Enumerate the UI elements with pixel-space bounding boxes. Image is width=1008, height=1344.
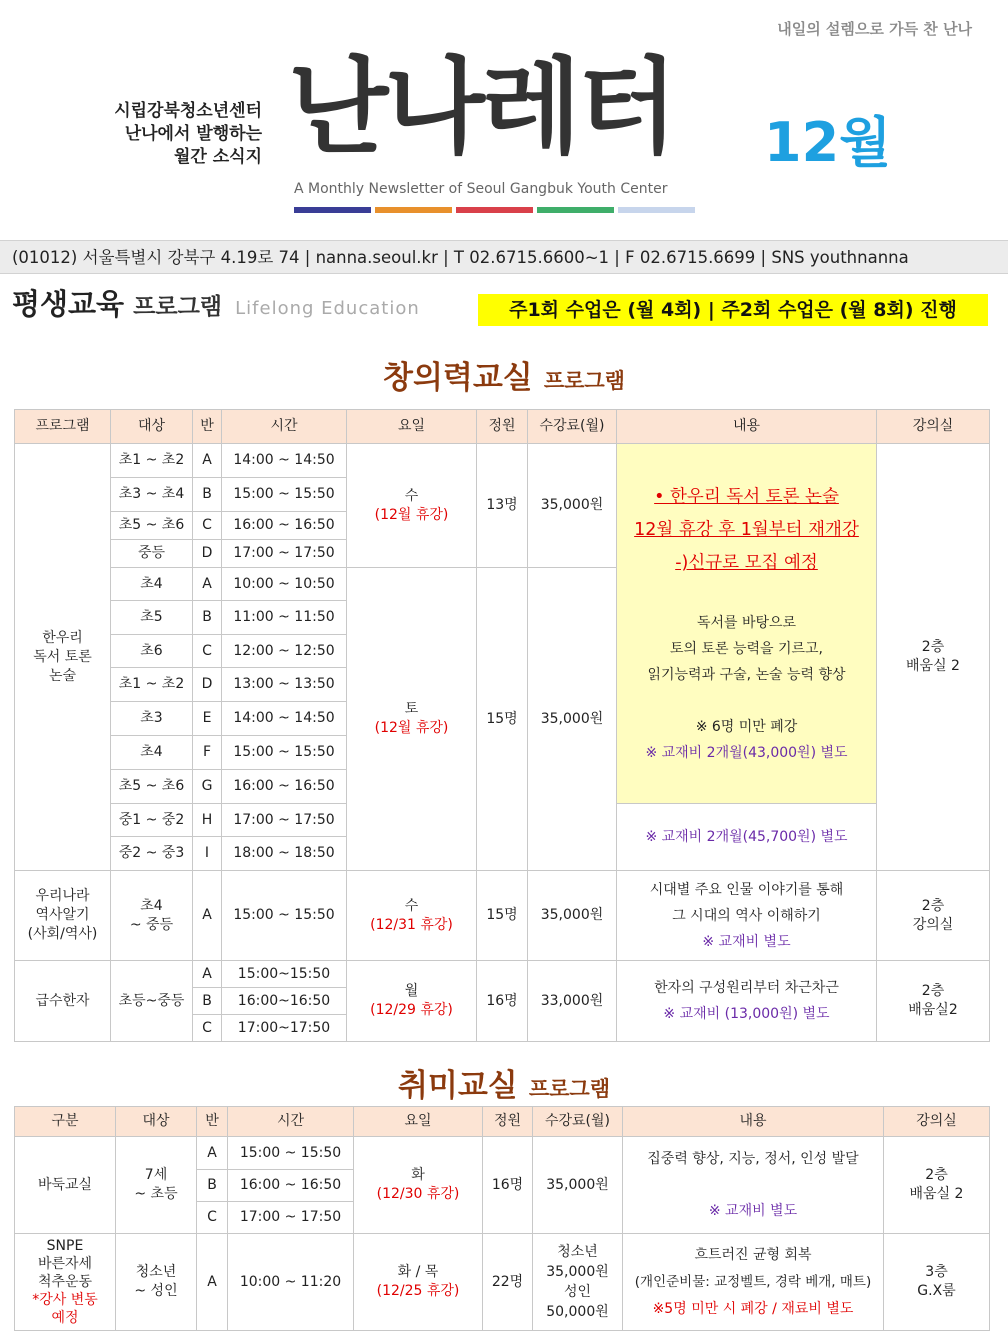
table-row [15,444,990,478]
category-title: 창의력교실 [383,360,533,396]
holiday-note: (12월 휴강) [374,720,449,736]
class-cell: B [193,478,222,512]
header-cell: 내용 [623,1107,884,1137]
header-cell: 수강료(월) [528,410,617,444]
description-line: 한자의 구성원리부터 차근차근 [654,980,839,996]
capacity-cell: 15명 [477,871,528,961]
header-cell: 요일 [347,410,477,444]
closure-note: ※5명 미만 시 폐강 / 재료비 별도 [652,1300,854,1317]
target-cell: 중2 ~ 중3 [111,837,193,871]
target-cell: 초4 [111,568,193,601]
color-bars [294,207,695,213]
class-cell: B [193,601,222,635]
target-cell: 7세 ~ 초등 [116,1137,197,1234]
fee-cell: 33,000원 [528,961,617,1042]
target-cell: 초4 ~ 중등 [111,871,193,961]
section-title-suffix: 프로그램 [133,294,223,320]
content-cell [617,444,877,804]
class-cell: D [193,540,222,568]
time-cell: 16:00 ~ 16:50 [228,1170,354,1202]
header-cell: 강의실 [877,410,990,444]
class-cell: C [193,635,222,668]
color-bar [294,207,371,213]
fee-cell [533,1234,623,1331]
time-cell: 14:00 ~ 14:50 [222,702,347,736]
class-cell: H [193,804,222,837]
target-cell: 초5 [111,601,193,635]
time-cell: 18:00 ~ 18:50 [222,837,347,871]
day-cell [347,568,477,871]
time-cell: 17:00 ~ 17:50 [228,1202,354,1234]
day-label: 토 [404,701,419,717]
day-cell [354,1234,483,1331]
day-cell [347,871,477,961]
capacity-cell: 22명 [483,1234,533,1331]
description-line: 토의 토론 능력을 기르고, [669,641,824,657]
target-cell: 초3 ~ 초4 [111,478,193,512]
section-title: 평생교육 [12,287,125,321]
target-cell: 초6 [111,635,193,668]
class-cell: C [193,512,222,540]
creative-class-table [14,409,990,1042]
book-fee-note: ※ 교재비 2개월(45,700원) 별도 [617,804,877,871]
book-fee-note: ※ 교재비 (13,000원) 별도 [663,1006,830,1022]
target-cell: 중1 ~ 중2 [111,804,193,837]
newsletter-title: 난나레터 [288,46,674,168]
target-cell: 초4 [111,736,193,770]
header-cell: 프로그램 [15,410,111,444]
header-cell: 대상 [116,1107,197,1137]
time-cell: 14:00 ~ 14:50 [222,444,347,478]
time-cell: 13:00 ~ 13:50 [222,668,347,702]
header-cell: 구분 [15,1107,116,1137]
time-cell: 17:00~17:50 [222,1015,347,1042]
intro-line: 월간 소식지 [173,147,262,167]
color-bar [375,207,452,213]
header-cell: 정원 [477,410,528,444]
fee-cell: 35,000원 [528,568,617,871]
class-cell: D [193,668,222,702]
table-header-row [15,1107,990,1137]
program-name: 한우리 독서 토론 논술 [15,444,111,871]
section-title-en: Lifelong Education [235,298,420,319]
room-cell: 3층 G.X룸 [884,1234,990,1331]
time-cell: 17:00 ~ 17:50 [222,540,347,568]
category-title-suffix: 프로그램 [528,1077,611,1101]
header-cell: 정원 [483,1107,533,1137]
program-name: 급수한자 [15,961,111,1042]
target-cell: 초등~중등 [111,961,193,1042]
issue-month: 12월 [764,111,892,174]
description-line: 흐트러진 균형 회복 [694,1246,812,1263]
header-cell: 요일 [354,1107,483,1137]
color-bar [456,207,533,213]
min-enroll-note: ※ 6명 미만 폐강 [695,719,798,735]
class-cell: E [193,702,222,736]
class-frequency-notice: 주1회 수업은 (월 4회) | 주2회 수업은 (월 8회) 진행 [478,294,988,326]
target-cell: 초5 ~ 초6 [111,770,193,804]
category-title-suffix: 프로그램 [543,369,625,393]
reopen-notice-line: -)신규로 모집 예정 [675,553,818,573]
tagline: 내일의 설렘으로 가득 찬 난나 [777,20,972,38]
class-cell: A [197,1137,228,1170]
creative-class-title [0,352,1008,397]
header-cell: 반 [193,410,222,444]
class-cell: A [193,444,222,478]
content-cell [617,871,877,961]
fee-cell: 35,000원 [528,444,617,568]
holiday-note: (12/29 휴강) [370,1002,453,1018]
room-cell: 2층 배움실2 [877,961,990,1042]
time-cell: 16:00~16:50 [222,988,347,1015]
reopen-notice-line: • 한우리 독서 토론 논술 [654,487,839,507]
book-fee-note: ※ 교재비 별도 [702,933,791,950]
target-cell: 초1 ~ 초2 [111,668,193,702]
time-cell: 15:00 ~ 15:50 [228,1137,354,1170]
hobby-class-title [0,1060,1008,1105]
category-title: 취미교실 [397,1068,518,1104]
program-name: 우리나라 역사알기 (사회/역사) [15,871,111,961]
fee-line: 35,000원 [546,1264,609,1280]
intro-line: 난나에서 발행하는 [124,124,262,144]
program-name-text: SNPE 바른자세 척추운동 [37,1238,93,1290]
room-cell: 2층 배움실 2 [877,444,990,871]
program-name [15,1234,116,1331]
color-bar [537,207,614,213]
color-bar [618,207,695,213]
instructor-change-note: *강사 변동 예정 [32,1292,98,1326]
time-cell: 10:00 ~ 11:20 [228,1234,354,1331]
target-cell: 중등 [111,540,193,568]
time-cell: 10:00 ~ 10:50 [222,568,347,601]
book-fee-note: ※ 교재비 2개월(43,000원) 별도 [645,745,848,761]
time-cell: 17:00 ~ 17:50 [222,804,347,837]
capacity-cell: 16명 [477,961,528,1042]
holiday-note: (12/30 휴강) [376,1186,460,1202]
fee-line: 50,000원 [546,1304,609,1320]
room-cell: 2층 배움실 2 [884,1137,990,1234]
holiday-note: (12월 휴강) [374,506,449,523]
room-cell: 2층 강의실 [877,871,990,961]
table-header-row [15,410,990,444]
content-cell [617,961,877,1042]
holiday-note: (12/25 휴강) [376,1283,460,1299]
header-cell: 대상 [111,410,193,444]
table-row [15,871,990,961]
header-cell: 시간 [228,1107,354,1137]
table-row [15,961,990,988]
content-cell [623,1234,884,1331]
description-line: 읽기능력과 구술, 논술 능력 향상 [647,667,846,683]
header-cell: 수강료(월) [533,1107,623,1137]
section-heading [12,282,420,323]
class-cell: B [197,1170,228,1202]
content-cell [623,1137,884,1234]
time-cell: 15:00 ~ 15:50 [222,478,347,512]
class-cell: C [197,1202,228,1234]
time-cell: 16:00 ~ 16:50 [222,770,347,804]
book-fee-note: ※ 교재비 별도 [708,1203,798,1219]
class-cell: B [193,988,222,1015]
reopen-notice-line: 12월 휴강 후 1월부터 재개강 [634,520,859,540]
day-label: 수 [404,487,419,504]
class-cell: A [193,568,222,601]
capacity-cell: 15명 [477,568,528,871]
capacity-cell: 16명 [483,1137,533,1234]
header-cell: 강의실 [884,1107,990,1137]
description-line: (개인준비물: 교정벨트, 경락 베개, 매트) [634,1273,872,1290]
class-cell: C [193,1015,222,1042]
time-cell: 11:00 ~ 11:50 [222,601,347,635]
intro-text [92,100,262,169]
intro-line: 시립강북청소년센터 [114,101,262,121]
header-cell: 내용 [617,410,877,444]
table-row [15,1137,990,1170]
day-label: 수 [404,897,419,914]
day-cell [347,961,477,1042]
fee-cell: 35,000원 [528,871,617,961]
contact-info-bar: (01012) 서울특별시 강북구 4.19로 74 | nanna.seoul.kr | T 02.6715.6600~1 | F 02.6715.6699 | SNS youthnanna [0,240,1008,274]
day-label: 화 [411,1167,425,1183]
target-cell: 초1 ~ 초2 [111,444,193,478]
target-cell: 초5 ~ 초6 [111,512,193,540]
fee-cell: 35,000원 [533,1137,623,1234]
target-cell: 초3 [111,702,193,736]
table-row [15,1234,990,1331]
class-cell: I [193,837,222,871]
time-cell: 16:00 ~ 16:50 [222,512,347,540]
day-cell [354,1137,483,1234]
day-label: 화 / 목 [397,1264,439,1280]
description-line: 그 시대의 역사 이해하기 [672,907,821,924]
time-cell: 12:00 ~ 12:50 [222,635,347,668]
header-cell: 시간 [222,410,347,444]
fee-line: 청소년 [557,1244,598,1260]
time-cell: 15:00 ~ 15:50 [222,871,347,961]
time-cell: 15:00 ~ 15:50 [222,736,347,770]
fee-line: 성인 [563,1284,592,1300]
class-cell: G [193,770,222,804]
target-cell: 청소년 ~ 성인 [116,1234,197,1331]
newsletter-subtitle: A Monthly Newsletter of Seoul Gangbuk Youth Center [294,181,668,197]
description-line: 집중력 향상, 지능, 정서, 인성 발달 [647,1151,859,1167]
holiday-note: (12/31 휴강) [370,916,453,933]
class-cell: A [193,871,222,961]
capacity-cell: 13명 [477,444,528,568]
description-line: 독서를 바탕으로 [696,615,797,631]
time-cell: 15:00~15:50 [222,961,347,988]
class-cell: F [193,736,222,770]
class-cell: A [193,961,222,988]
hobby-class-table [14,1106,990,1331]
header-cell: 반 [197,1107,228,1137]
description-line: 시대별 주요 인물 이야기를 통해 [649,881,844,898]
day-cell [347,444,477,568]
day-label: 월 [404,983,419,999]
program-name: 바둑교실 [15,1137,116,1234]
class-cell: A [197,1234,228,1331]
